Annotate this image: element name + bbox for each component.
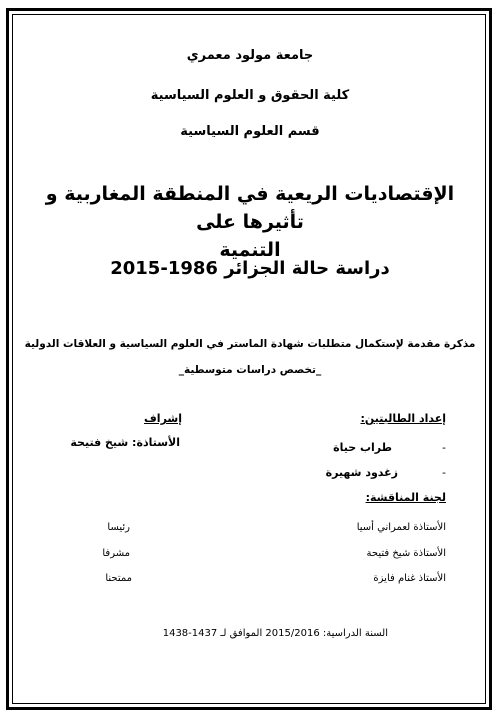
supervisor-name: الأستاذة: شيخ فتيحة <box>70 436 180 449</box>
student-name-1: طراب حياة <box>333 441 392 454</box>
committee-member-role-2: مشرفا <box>102 548 130 559</box>
committee-member-role-3: ممتحنا <box>105 573 132 584</box>
student-name-2: زغدود شهيرة <box>325 466 398 479</box>
student-bullet-2: - <box>442 466 446 479</box>
case-study-subtitle: دراسة حالة الجزائر 1986-2015 <box>110 258 390 279</box>
memo-description: مذكرة مقدمة لإستكمال متطلبات شهادة الماستر في العلوم السياسية و العلاقات الدولية <box>24 338 476 350</box>
committee-member-role-1: رئيسا <box>107 522 130 533</box>
university-name: جامعة مولود معمري <box>186 48 314 63</box>
thesis-title-line2: التنمية <box>219 239 281 261</box>
thesis-title <box>20 180 480 264</box>
committee-member-name-2: الأستاذة شيخ فتيحة <box>366 548 446 559</box>
committee-member-name-1: الأستاذة لعمراني أسيا <box>356 522 446 533</box>
committee-label: لجنة المناقشة: <box>365 491 446 504</box>
student-bullet-1: - <box>442 441 446 454</box>
students-label: إعداد الطالبتين: <box>360 412 446 425</box>
faculty-name: كلية الحقوق و العلوم السياسية <box>150 88 350 103</box>
memo-specialization: _تخصص دراسات متوسطية_ <box>178 364 322 376</box>
thesis-title-line1: الإقتصاديات الريعية في المنطقة المغاربية و تأثيرها على <box>45 183 455 233</box>
page-border-inner <box>12 14 486 704</box>
academic-year: السنة الدراسية: 2015/2016 الموافق لـ 1437-1438 <box>162 628 388 639</box>
department-name: قسم العلوم السياسية <box>180 124 320 139</box>
committee-member-name-3: الأستاذ غنام فايزة <box>373 573 446 584</box>
supervision-label: إشراف <box>144 412 182 425</box>
